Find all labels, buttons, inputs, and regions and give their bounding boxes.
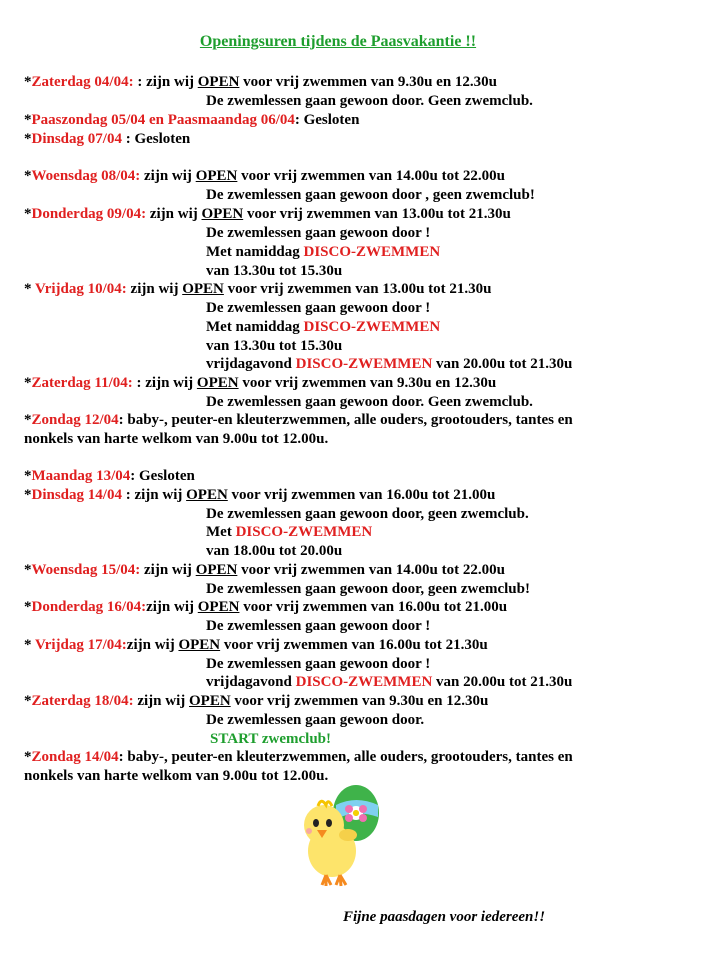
schedule-note: nonkels van harte welkom van 9.00u tot 12.00u.	[24, 768, 329, 784]
schedule-note: De zwemlessen gaan gewoon door.	[206, 712, 425, 728]
schedule-note: De zwemlessen gaan gewoon door !	[206, 300, 431, 316]
schedule-line-zaterdag-0404: *Zaterdag 04/04: : zijn wij OPEN voor vrij zwemmen van 9.30u en 12.30u	[24, 74, 498, 90]
schedule-disco-note: vrijdagavond DISCO-ZWEMMEN van 20.00u tot 21.30u	[206, 674, 573, 690]
schedule-note: De zwemlessen gaan gewoon door !	[206, 225, 431, 241]
schedule-line-zaterdag-1104: *Zaterdag 11/04: : zijn wij OPEN voor vrij zwemmen van 9.30u en 12.30u	[24, 375, 497, 391]
schedule-line-donderdag-1604: *Donderdag 16/04:zijn wij OPEN voor vrij zwemmen van 16.00u tot 21.00u	[24, 599, 508, 615]
schedule-note: De zwemlessen gaan gewoon door, geen zwemclub.	[206, 506, 529, 522]
schedule-disco-note: Met namiddag DISCO-ZWEMMEN	[206, 319, 441, 335]
closing-greeting: Fijne paasdagen voor iedereen!!	[343, 909, 546, 925]
schedule-disco-note: Met namiddag DISCO-ZWEMMEN	[206, 244, 441, 260]
schedule-line-zondag-1404: *Zondag 14/04: baby-, peuter-en kleuterzwemmen, alle ouders, grootouders, tantes en	[24, 749, 573, 765]
schedule-line-woensdag-0804: *Woensdag 08/04: zijn wij OPEN voor vrij zwemmen van 14.00u tot 22.00u	[24, 168, 505, 184]
schedule-line-woensdag-1504: *Woensdag 15/04: zijn wij OPEN voor vrij zwemmen van 14.00u tot 22.00u	[24, 562, 505, 578]
schedule-line-zondag-1204: *Zondag 12/04: baby-, peuter-en kleuterzwemmen, alle ouders, grootouders, tantes en	[24, 412, 573, 428]
schedule-note: De zwemlessen gaan gewoon door, geen zwemclub!	[206, 581, 530, 597]
schedule-line-zaterdag-1804: *Zaterdag 18/04: zijn wij OPEN voor vrij zwemmen van 9.30u en 12.30u	[24, 693, 489, 709]
schedule-note: van 13.30u tot 15.30u	[206, 338, 343, 354]
schedule-line-vrijdag-1704: * Vrijdag 17/04:zijn wij OPEN voor vrij zwemmen van 16.00u tot 21.30u	[24, 637, 488, 653]
schedule-note: van 13.30u tot 15.30u	[206, 263, 343, 279]
easter-chick-icon	[296, 783, 388, 893]
schedule-disco-note: vrijdagavond DISCO-ZWEMMEN van 20.00u tot 21.30u	[206, 356, 573, 372]
schedule-note: De zwemlessen gaan gewoon door. Geen zwemclub.	[206, 93, 533, 109]
schedule-line-dinsdag-0704: *Dinsdag 07/04 : Gesloten	[24, 131, 191, 147]
schedule-note: De zwemlessen gaan gewoon door , geen zwemclub!	[206, 187, 535, 203]
schedule-note: nonkels van harte welkom van 9.00u tot 12.00u.	[24, 431, 329, 447]
schedule-line-maandag-1304: *Maandag 13/04: Gesloten	[24, 468, 195, 484]
page-title: Openingsuren tijdens de Paasvakantie !!	[199, 33, 477, 50]
schedule-note: De zwemlessen gaan gewoon door !	[206, 618, 431, 634]
schedule-line-donderdag-0904: *Donderdag 09/04: zijn wij OPEN voor vrij zwemmen van 13.00u tot 21.30u	[24, 206, 511, 222]
schedule-line-vrijdag-1004: * Vrijdag 10/04: zijn wij OPEN voor vrij zwemmen van 13.00u tot 21.30u	[24, 281, 492, 297]
schedule-note: van 18.00u tot 20.00u	[206, 543, 343, 559]
schedule-note: De zwemlessen gaan gewoon door. Geen zwemclub.	[206, 394, 533, 410]
schedule-line-paaszondag: *Paaszondag 05/04 en Paasmaandag 06/04: Gesloten	[24, 112, 360, 128]
schedule-line-dinsdag-1404: *Dinsdag 14/04 : zijn wij OPEN voor vrij zwemmen van 16.00u tot 21.00u	[24, 487, 496, 503]
schedule-disco-note: Met DISCO-ZWEMMEN	[206, 524, 373, 540]
schedule-note: De zwemlessen gaan gewoon door !	[206, 656, 431, 672]
start-zwemclub-note: START zwemclub!	[210, 731, 332, 747]
